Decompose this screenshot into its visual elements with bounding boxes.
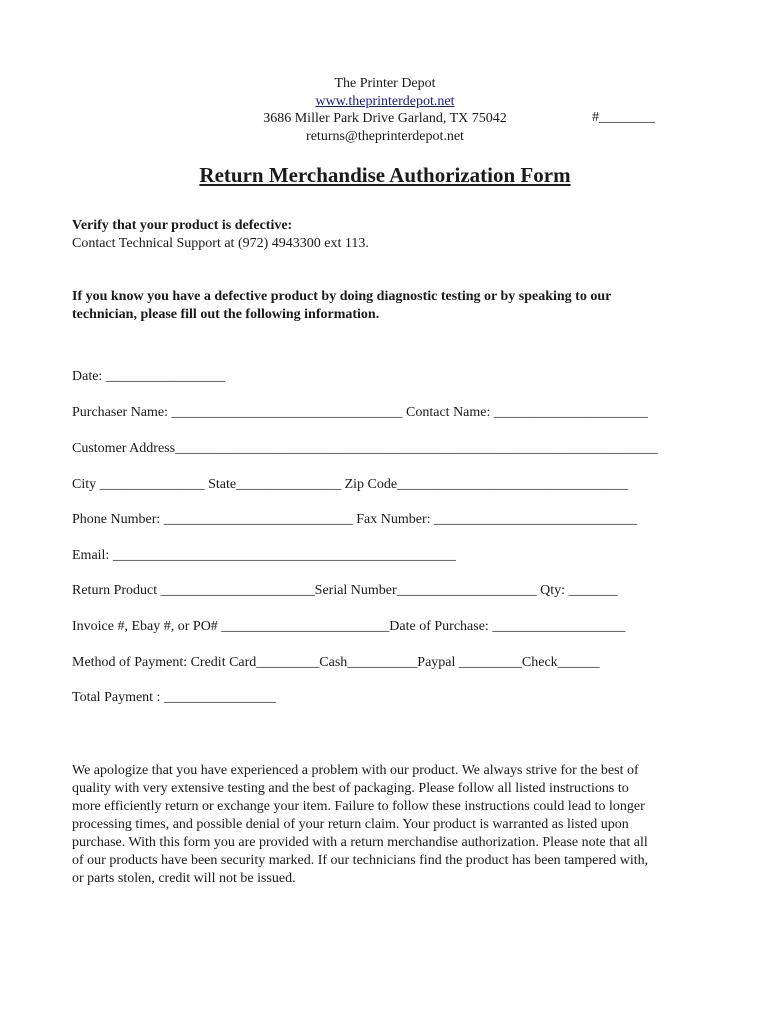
closing-paragraph xyxy=(72,762,704,888)
instructions-line-2: technician, please fill out the following information. xyxy=(72,307,380,322)
closing-line: of our products have been security marked. If our technicians find the product has been tampered with, xyxy=(72,853,649,868)
phone-fax-field[interactable]: Phone Number: ___________________________ Fax Number: _____________________________ xyxy=(72,512,638,527)
website-line xyxy=(0,93,770,111)
closing-line: processing times, and possible denial of your return claim. Your product is warranted as listed upon xyxy=(72,817,629,832)
company-name: The Printer Depot xyxy=(334,76,436,91)
website-link[interactable]: www.theprinterdepot.net xyxy=(315,94,455,109)
closing-line: or parts stolen, credit will not be issued. xyxy=(72,871,296,886)
customer-address-field[interactable]: Customer Address_____________________________________________________________________ xyxy=(72,441,659,456)
company-email: returns@theprinterdepot.net xyxy=(306,129,464,144)
instructions-line-1: If you know you have a defective product by doing diagnostic testing or by speaking to our xyxy=(72,289,612,304)
payment-method-field[interactable]: Method of Payment: Credit Card_________Cash__________Paypal _________Check______ xyxy=(72,655,600,670)
form-number-field[interactable]: #________ xyxy=(592,110,655,125)
closing-line: more efficiently return or exchange your item. Failure to follow these instructions could lead to longer xyxy=(72,799,645,814)
purchaser-contact-field[interactable]: Purchaser Name: _________________________________ Contact Name: ______________________ xyxy=(72,405,648,420)
city-state-zip-field[interactable]: City _______________ State_______________ Zip Code_________________________________ xyxy=(72,477,629,492)
closing-line: purchase. With this form you are provided with a return merchandise authorization. Please note that all xyxy=(72,835,648,850)
verify-text: Contact Technical Support at (972) 4943300 ext 113. xyxy=(72,236,369,251)
date-field[interactable]: Date: _________________ xyxy=(72,369,225,384)
email-field[interactable]: Email: _________________________________________________ xyxy=(72,548,456,563)
invoice-field[interactable]: Invoice #, Ebay #, or PO# ________________________Date of Purchase: ___________________ xyxy=(72,619,626,634)
closing-line: quality with very extensive testing and the best of packaging. Please follow all listed instructions to xyxy=(72,781,629,796)
page-title: Return Merchandise Authorization Form xyxy=(199,163,571,187)
closing-line: We apologize that you have experienced a problem with our product. We always strive for the best of xyxy=(72,763,639,778)
verify-heading: Verify that your product is defective: xyxy=(72,218,293,233)
company-address: 3686 Miller Park Drive Garland, TX 75042 xyxy=(263,111,507,126)
return-product-field[interactable]: Return Product ______________________Serial Number____________________ Qty: _______ xyxy=(72,583,618,598)
total-payment-field[interactable]: Total Payment : ________________ xyxy=(72,690,276,705)
